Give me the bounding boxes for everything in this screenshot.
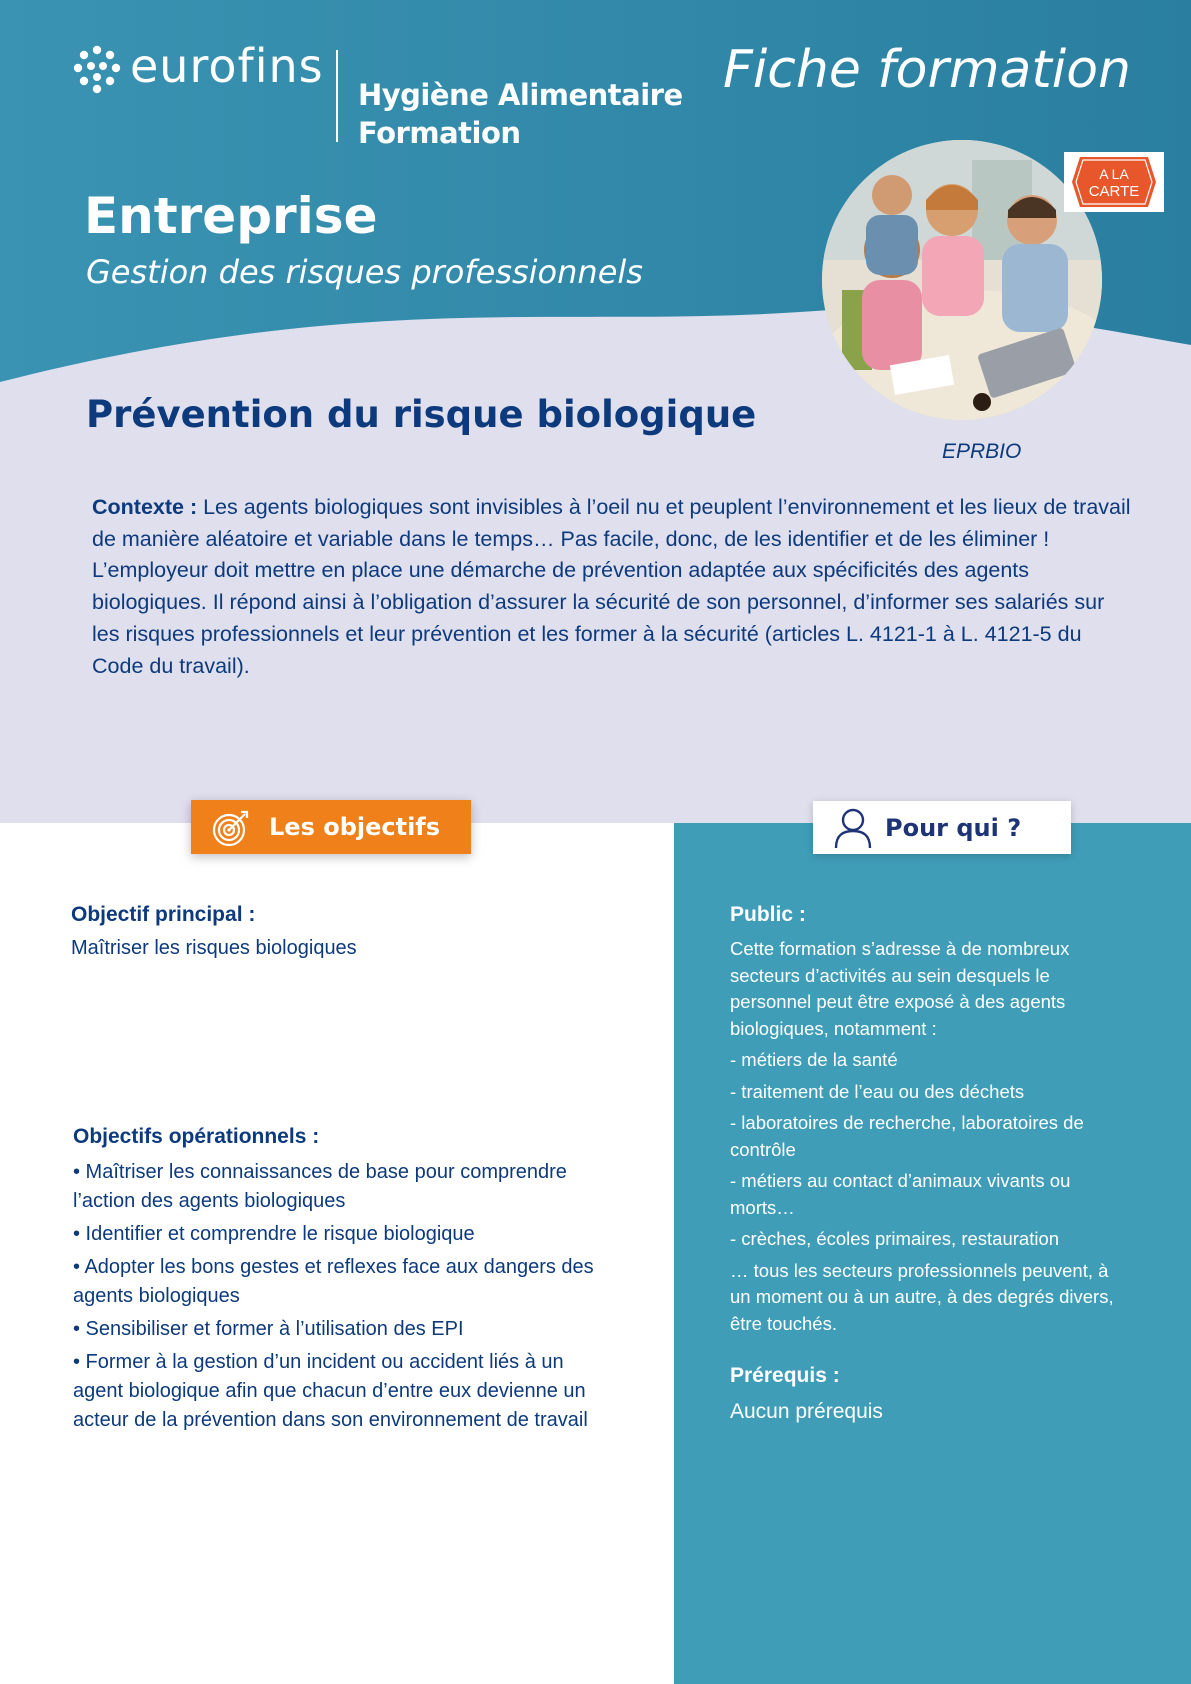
objective-item: • Sensibiliser et former à l’utilisation des EPI xyxy=(73,1318,464,1340)
a-la-carte-badge xyxy=(1064,152,1164,212)
operational-objectives-section xyxy=(73,1122,613,1439)
sector-item: - métiers au contact d’animaux vivants ou morts… xyxy=(730,1170,1071,1218)
main-objective-text: Maîtriser les risques biologiques xyxy=(71,937,357,959)
context-label: Contexte : xyxy=(92,495,198,519)
sector-item: - laboratoires de recherche, laboratoires de contrôle xyxy=(730,1112,1084,1160)
sector-item: - traitement de l’eau ou des déchets xyxy=(730,1080,1025,1102)
audience-button-label: Pour qui ? xyxy=(885,814,1022,842)
main-objective-heading: Objectif principal : xyxy=(71,903,256,926)
context-text: Les agents biologiques sont invisibles à l’oeil nu et peuplent l’environnement et les lieux de travail de manière aléatoire et variable dans le temps… Pas facile, donc, de les identifier et de les éliminer ! L’employeur doit mettre en place une démarche de prévention adaptée aux spécificités des agents biologiques. Il répond ainsi à l’obligation d’assurer la sécurité de son personnel, d’informer ses salariés sur les risques professionnels et leur prévention et les former à la sécurité (articles L. 4121-1 à L. 4121-5 du Code du travail). xyxy=(92,495,1131,678)
target-icon xyxy=(211,808,251,848)
course-code: EPRBIO xyxy=(942,440,1022,463)
category-title: Entreprise xyxy=(84,187,378,245)
a-la-carte-badge-shape xyxy=(1072,157,1156,207)
audience-button xyxy=(813,801,1071,854)
sector-item: - crèches, écoles primaires, restauration xyxy=(730,1228,1060,1249)
person-icon xyxy=(833,807,873,849)
objective-item: • Adopter les bons gestes et reflexes face aux dangers des agents biologiques xyxy=(73,1256,594,1307)
document-type: Fiche formation xyxy=(722,40,1131,100)
division-line-2: Formation xyxy=(358,116,521,150)
team-photo xyxy=(822,140,1102,420)
team-photo-illustration xyxy=(822,140,1102,420)
context-paragraph xyxy=(92,492,1132,682)
objectives-button xyxy=(191,800,471,854)
logo-divider xyxy=(336,50,338,142)
division-line-1: Hygiène Alimentaire xyxy=(358,78,683,112)
badge-line-2: CARTE xyxy=(1088,183,1140,200)
badge-line-1: A LA xyxy=(1099,166,1129,182)
public-heading: Public : xyxy=(730,903,806,926)
course-title: Prévention du risque biologique xyxy=(86,393,757,436)
main-objective-section xyxy=(71,900,631,963)
eurofins-logo-icon xyxy=(72,44,122,94)
sector-item: - métiers de la santé xyxy=(730,1049,898,1070)
objective-item: • Maîtriser les connaissances de base pour comprendre l’action des agents biologiques xyxy=(73,1161,567,1212)
operational-objectives-heading: Objectifs opérationnels : xyxy=(73,1125,320,1148)
division-name xyxy=(358,76,683,152)
prerequisites-heading: Prérequis : xyxy=(730,1364,840,1387)
objective-item: • Identifier et comprendre le risque biologique xyxy=(73,1223,475,1245)
audience-section xyxy=(730,900,1130,1427)
prerequisites-text: Aucun prérequis xyxy=(730,1400,883,1423)
logo-wordmark: eurofins xyxy=(130,39,324,93)
objectives-button-label: Les objectifs xyxy=(269,813,441,841)
category-subtitle: Gestion des risques professionnels xyxy=(86,253,643,291)
objective-item: • Former à la gestion d’un incident ou accident liés à un agent biologique afin que chacun d’entre eux devienne un acteur de la prévention dans son environnement de travail xyxy=(73,1351,588,1431)
public-outro: … tous les secteurs professionnels peuvent, à un moment ou à un autre, à des degrés divers, être touchés. xyxy=(730,1259,1114,1334)
public-intro: Cette formation s’adresse à de nombreux secteurs d’activités au sein desquels le personnel peut être exposé à des agents biologiques, notamment : xyxy=(730,938,1070,1039)
